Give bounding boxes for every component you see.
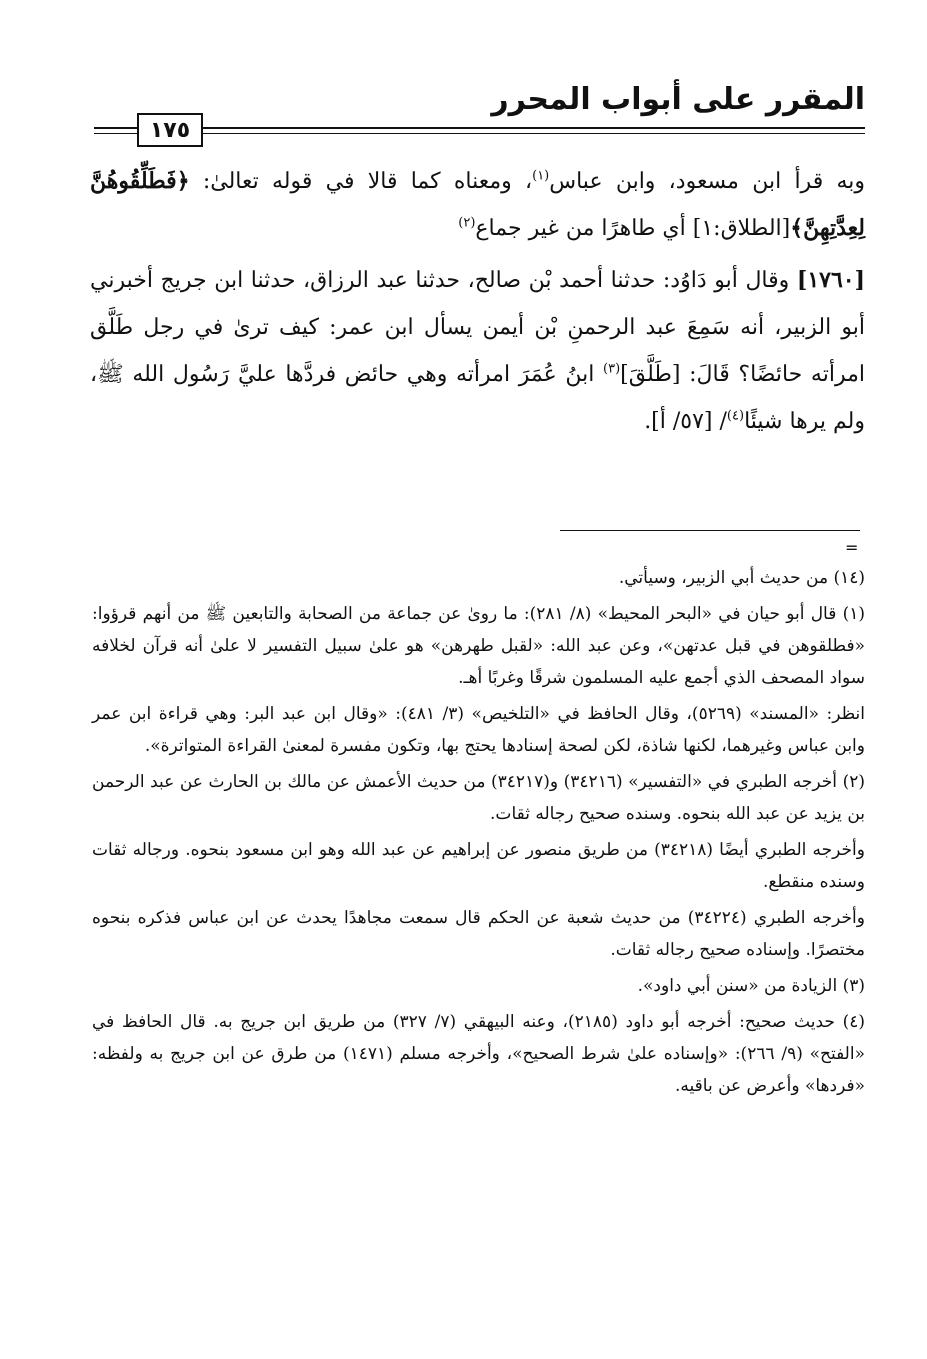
footnote: وأخرجه الطبري أيضًا (٣٤٢١٨) من طريق منصور عن إبراهيم عن عبد الله وهو ابن مسعود بنحوه. ورجاله ثقات وسنده منقطع. <box>92 840 865 892</box>
footnote-ref: (٢) <box>458 215 476 231</box>
main-text <box>90 158 865 445</box>
footnote: (٣) الزيادة من «سنن أبي داود». <box>637 976 865 996</box>
footnote-separator <box>560 530 860 531</box>
hadith-number: [١٧٦٠] <box>796 267 865 293</box>
footnote-ref: (٤) <box>726 408 745 424</box>
continuation-mark: = <box>845 538 859 557</box>
text-run: وبه قرأ ابن مسعود، وابن عباس <box>549 169 865 194</box>
footnote: وأخرجه الطبري (٣٤٢٢٤) من حديث شعبة عن الحكم قال سمعت مجاهدًا يحدث عن ابن عباس فذكره بنحوه مختصرًا. وإسناده صحيح رجاله ثقات. <box>92 908 865 960</box>
footnote-ref: (١) <box>532 168 550 184</box>
hadith-paragraph <box>90 257 865 445</box>
text-run: ابنُ عُمَرَ امرأته وهي حائض فردَّها عليَّ رَسُول الله ﷺ، ولم يرها شيئًا <box>90 362 865 434</box>
main-paragraph <box>90 158 865 252</box>
header-rule-thin <box>94 133 865 134</box>
footnote: انظر: «المسند» (٥٢٦٩)، وقال الحافظ في «التلخيص» (٣/ ٤٨١): «وقال ابن عبد البر: وهي قراءة ابن عمر وابن عباس وغيرهما، لكنها شاذة، لكن لصحة إسنادها يحتج بها، وتكون مفسرة لمعنىٰ القراءة المتواترة». <box>92 704 865 756</box>
quran-verse: ﴿فَطَلِّقُوهُنَّ لِعِدَّتِهِنَّ﴾ <box>90 168 865 241</box>
text-run: / [٥٧/ أ]. <box>644 409 727 434</box>
footnote-ref: (٣) <box>603 361 621 377</box>
footnote: (١) قال أبو حيان في «البحر المحيط» (٨/ ٢٨١): ما روىٰ عن جماعة من الصحابة والتابعين ﷺ من أنهم قرؤوا: «فطلقوهن في قبل عدتهن»، وعن عبد الله: «لقبل طهرهن» هو علىٰ سبيل التفسير لا علىٰ أنه قرآن لخلافه سواد المصحف الذي أجمع عليه المسلمون شرقًا وغربًا أهـ. <box>92 604 865 688</box>
footnote: (٤) حديث صحيح: أخرجه أبو داود (٢١٨٥)، وعنه البيهقي (٧/ ٣٢٧) من طريق ابن جريج به. قال الحافظ في «الفتح» (٩/ ٢٦٦): «وإسناده علىٰ شرط الصحيح»، وأخرجه مسلم (١٤٧١) من طرق عن ابن جريج به ولفظه: «فردها» وأعرض عن باقيه. <box>92 1012 865 1096</box>
footnotes <box>92 562 865 1106</box>
text-run: ، ومعناه كما قالا في قوله تعالىٰ: <box>189 169 533 194</box>
footnote: (٢) أخرجه الطبري في «التفسير» (٣٤٢١٦) و(٣٤٢١٧) من حديث الأعمش عن مالك بن الحارث عن عبد الرحمن بن يزيد عن عبد الله بنحوه. وسنده صحيح رجاله ثقات. <box>92 772 865 824</box>
page-number: ١٧٥ <box>137 113 203 147</box>
text-run: [الطلاق:١] أي طاهرًا من غير جماع <box>475 216 791 241</box>
header-rule <box>94 127 865 129</box>
running-title: المقرر على أبواب المحرر <box>491 82 865 117</box>
footnote: (١٤) من حديث أبي الزبير، وسيأتي. <box>618 568 865 588</box>
text-run: وقال أبو دَاوُد: حدثنا أحمد بْن صالح، حدثنا عبد الرزاق، حدثنا ابن جريج أخبرني أبو الزبير، أنه سَمِعَ عبد الرحمنِ بْن أيمن يسأل ابن عمر: كيف ترىٰ في رجل طَلَّق امرأته حائضًا؟ قَالَ: [طَلَّقَ] <box>90 268 865 387</box>
